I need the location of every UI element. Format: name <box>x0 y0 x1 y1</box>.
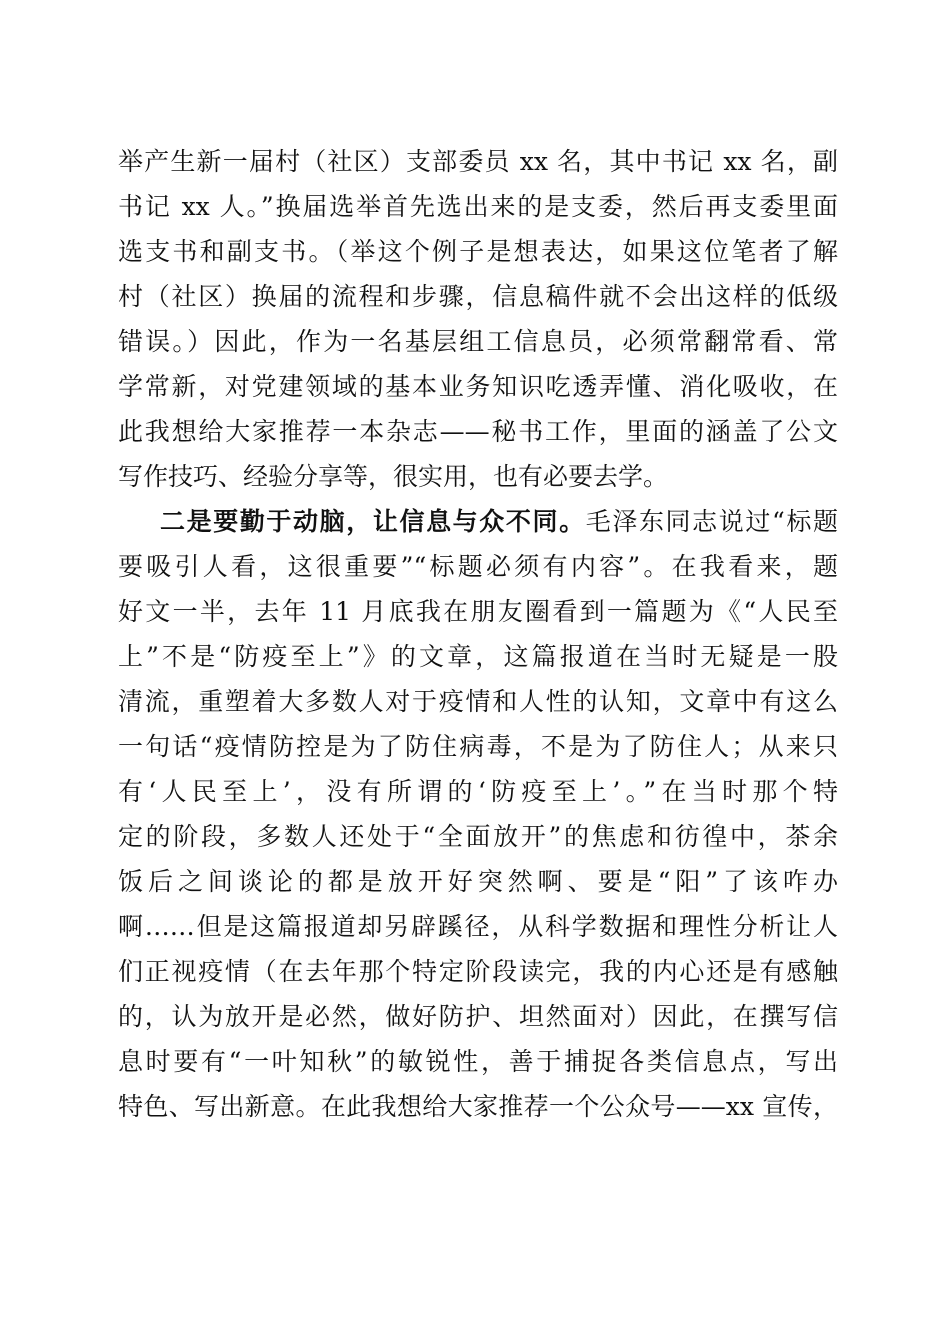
paragraph-line: 的，认为放开是必然，做好防护、坦然面对）因此，在撰写信 <box>118 1002 838 1031</box>
paragraph-line: 村（社区）换届的流程和步骤，信息稿件就不会出这样的低级 <box>118 282 838 311</box>
paragraph-line: 一句话“疫情防控是为了防住病毒，不是为了防住人；从来只 <box>118 732 838 761</box>
paragraph-line: 要吸引人看，这很重要”“标题必须有内容”。在我看来，题 <box>118 552 838 581</box>
paragraph-line: 清流，重塑着大多数人对于疫情和人性的认知，文章中有这么 <box>118 687 838 716</box>
paragraph-line: 写作技巧、经验分享等，很实用，也有必要去学。 <box>118 462 669 491</box>
paragraph-first-line <box>160 500 838 544</box>
paragraph-line: 学常新，对党建领域的基本业务知识吃透弄懂、消化吸收，在 <box>118 372 838 401</box>
paragraph-line: 息时要有“一叶知秋”的敏锐性，善于捕捉各类信息点，写出 <box>118 1047 838 1076</box>
paragraph-heading-continuation: 毛泽东同志说过“标题 <box>585 507 838 536</box>
paragraph-heading: 二是要勤于动脑，让信息与众不同。 <box>160 507 586 536</box>
paragraph-line: 好文一半，去年 11 月底我在朋友圈看到一篇题为《“人民至 <box>118 597 838 626</box>
paragraph-line: 举产生新一届村（社区）支部委员 xx 名，其中书记 xx 名，副 <box>118 147 838 176</box>
paragraph-line: 错误。）因此，作为一名基层组工信息员，必须常翻常看、常 <box>118 327 838 356</box>
paragraph-line: 有‘人民至上’，没有所谓的‘防疫至上’。”在当时那个特 <box>118 777 838 806</box>
paragraph-line: 饭后之间谈论的都是放开好突然啊、要是“阳”了该咋办 <box>118 867 838 896</box>
paragraph-line: 书记 xx 人。”换届选举首先选出来的是支委，然后再支委里面 <box>118 192 838 221</box>
paragraph-line: 此我想给大家推荐一本杂志——秘书工作，里面的涵盖了公文 <box>118 417 838 446</box>
paragraph-line: 定的阶段，多数人还处于“全面放开”的焦虑和彷徨中，茶余 <box>118 822 838 851</box>
paragraph-line: 啊……但是这篇报道却另辟蹊径，从科学数据和理性分析让人 <box>118 912 838 941</box>
paragraph-line: 选支书和副支书。（举这个例子是想表达，如果这位笔者了解 <box>118 237 838 266</box>
paragraph-line: 们正视疫情（在去年那个特定阶段读完，我的内心还是有感触 <box>118 957 838 986</box>
paragraph-line: 特色、写出新意。在此我想给大家推荐一个公众号——xx 宣传， <box>118 1092 838 1121</box>
paragraph-line: 上”不是“防疫至上”》的文章，这篇报道在当时无疑是一股 <box>118 642 838 671</box>
